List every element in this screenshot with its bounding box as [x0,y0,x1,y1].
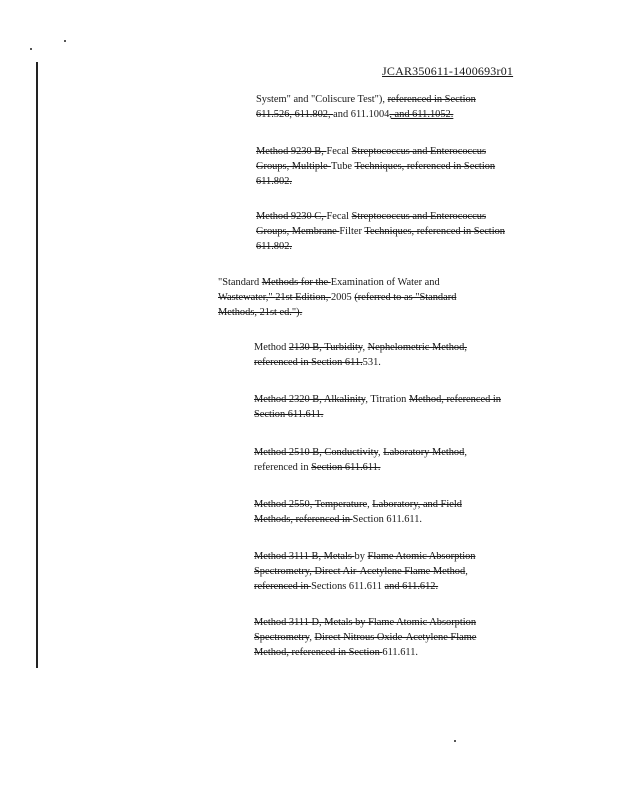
text-segment: Filter [339,226,365,237]
text-line [218,290,456,305]
struck-text: Method 2320 B, Alkalinity [254,394,366,405]
text-segment: Section 611.611. [352,514,423,525]
text-line [254,392,501,407]
scan-speck [64,40,66,42]
text-segment: System" and "Coliscure Test"), [256,94,388,105]
text-segment: Examination of Water and [330,277,440,288]
text-segment: 531. [362,357,381,368]
document-id: JCAR350611-1400693r01 [382,64,514,78]
paragraph-8 [254,497,462,527]
text-segment: Sections 611.611 [311,581,385,592]
struck-text: Method 3111 B, Metals [254,551,355,562]
text-line [254,579,476,594]
text-line [256,174,495,189]
struck-text: Method, referenced in [408,394,501,405]
text-segment: by [354,551,368,562]
struck-text: , and 611.1052. [389,109,454,120]
struck-text: 611.526, 611.802, [256,109,334,120]
text-segment: , [465,566,468,577]
struck-text: Direct Nitrous Oxide-Acetylene Flame [314,632,477,643]
struck-text: (referred to as "Standard [354,292,457,303]
struck-text: Method 3111 D, Metals by Flame Atomic Absorption [254,617,477,628]
struck-text: Section 611.611. [311,462,381,473]
text-line [254,630,476,645]
paragraph-7 [254,445,467,475]
struck-text: Method 9230 B, [256,146,327,157]
struck-text: Method 2550, Temperature [254,499,368,510]
text-segment: Method [254,342,289,353]
text-segment: referenced in [254,462,312,473]
struck-text: Wastewater," [218,292,276,303]
text-segment: Fecal [326,211,352,222]
text-line [256,159,495,174]
struck-text: Techniques, referenced in Section [364,226,505,237]
struck-text: Methods for the [261,277,331,288]
struck-text: referenced in Section [387,94,476,105]
text-line [256,224,505,239]
paragraph-9 [254,549,476,594]
text-segment: Titration [370,394,409,405]
text-line [254,645,476,660]
struck-text: Nephelometric Method, [367,342,467,353]
text-line [254,497,462,512]
struck-text: 2130 B, Turbidity [288,342,363,353]
text-segment: , [367,499,373,510]
text-segment: 2005 [330,292,355,303]
text-line [254,615,476,630]
text-line [254,355,467,370]
text-segment: , [464,447,467,458]
text-segment: , [362,342,368,353]
struck-text: Flame Atomic Absorption [367,551,476,562]
struck-text: Methods, 21st ed."). [218,307,303,318]
text-line [256,144,495,159]
text-line [254,564,476,579]
paragraph-2 [256,144,495,189]
text-segment: , [309,632,315,643]
struck-text: 21st Edition, [275,292,331,303]
struck-text: Streptococcus and Enterococcus [351,146,486,157]
text-line [256,209,505,224]
struck-text: Section 611.611. [254,409,324,420]
text-segment: Tube [331,161,355,172]
text-line [254,512,462,527]
text-line [256,239,505,254]
paragraph-3 [256,209,505,254]
text-line [254,460,467,475]
text-line [254,407,501,422]
struck-text: Streptococcus and Enterococcus [351,211,486,222]
text-segment: , [378,447,384,458]
struck-text: referenced in Section 611. [254,357,363,368]
struck-text: referenced in [254,581,312,592]
paragraph-4 [218,275,456,320]
struck-text: 611.802. [256,241,292,252]
struck-text: Groups, Membrane [256,226,340,237]
revision-margin-bar [36,62,38,668]
text-line [256,92,476,107]
text-segment: "Standard [218,277,262,288]
text-line [254,340,467,355]
struck-text: Laboratory, and Field [372,499,462,510]
struck-text: Spectrometry, Direct Air-Acetylene Flame Method [254,566,466,577]
text-line [218,275,456,290]
struck-text: Methods, referenced in [254,514,353,525]
struck-text: Method, referenced in Section [254,647,383,658]
struck-text: Method 2510 B, Conductivity [254,447,379,458]
paragraph-5 [254,340,467,370]
struck-text: Laboratory Method [383,447,465,458]
text-line [218,305,456,320]
text-segment: and 611.1004 [333,109,390,120]
text-segment: , [365,394,371,405]
scan-speck [30,48,32,50]
paragraph-6 [254,392,501,422]
struck-text: 611.802. [256,176,292,187]
struck-text: Groups, Multiple- [256,161,332,172]
text-segment: Fecal [326,146,352,157]
struck-text: and 611.612. [384,581,439,592]
text-segment: 611.611. [382,647,419,658]
struck-text: Techniques, referenced in Section [354,161,496,172]
struck-text: Spectrometry [254,632,310,643]
text-line [254,549,476,564]
paragraph-1 [256,92,476,122]
text-line [254,445,467,460]
paragraph-10 [254,615,476,660]
struck-text: Method 9230 C, [256,211,327,222]
text-line [256,107,476,122]
scan-speck [454,740,456,742]
